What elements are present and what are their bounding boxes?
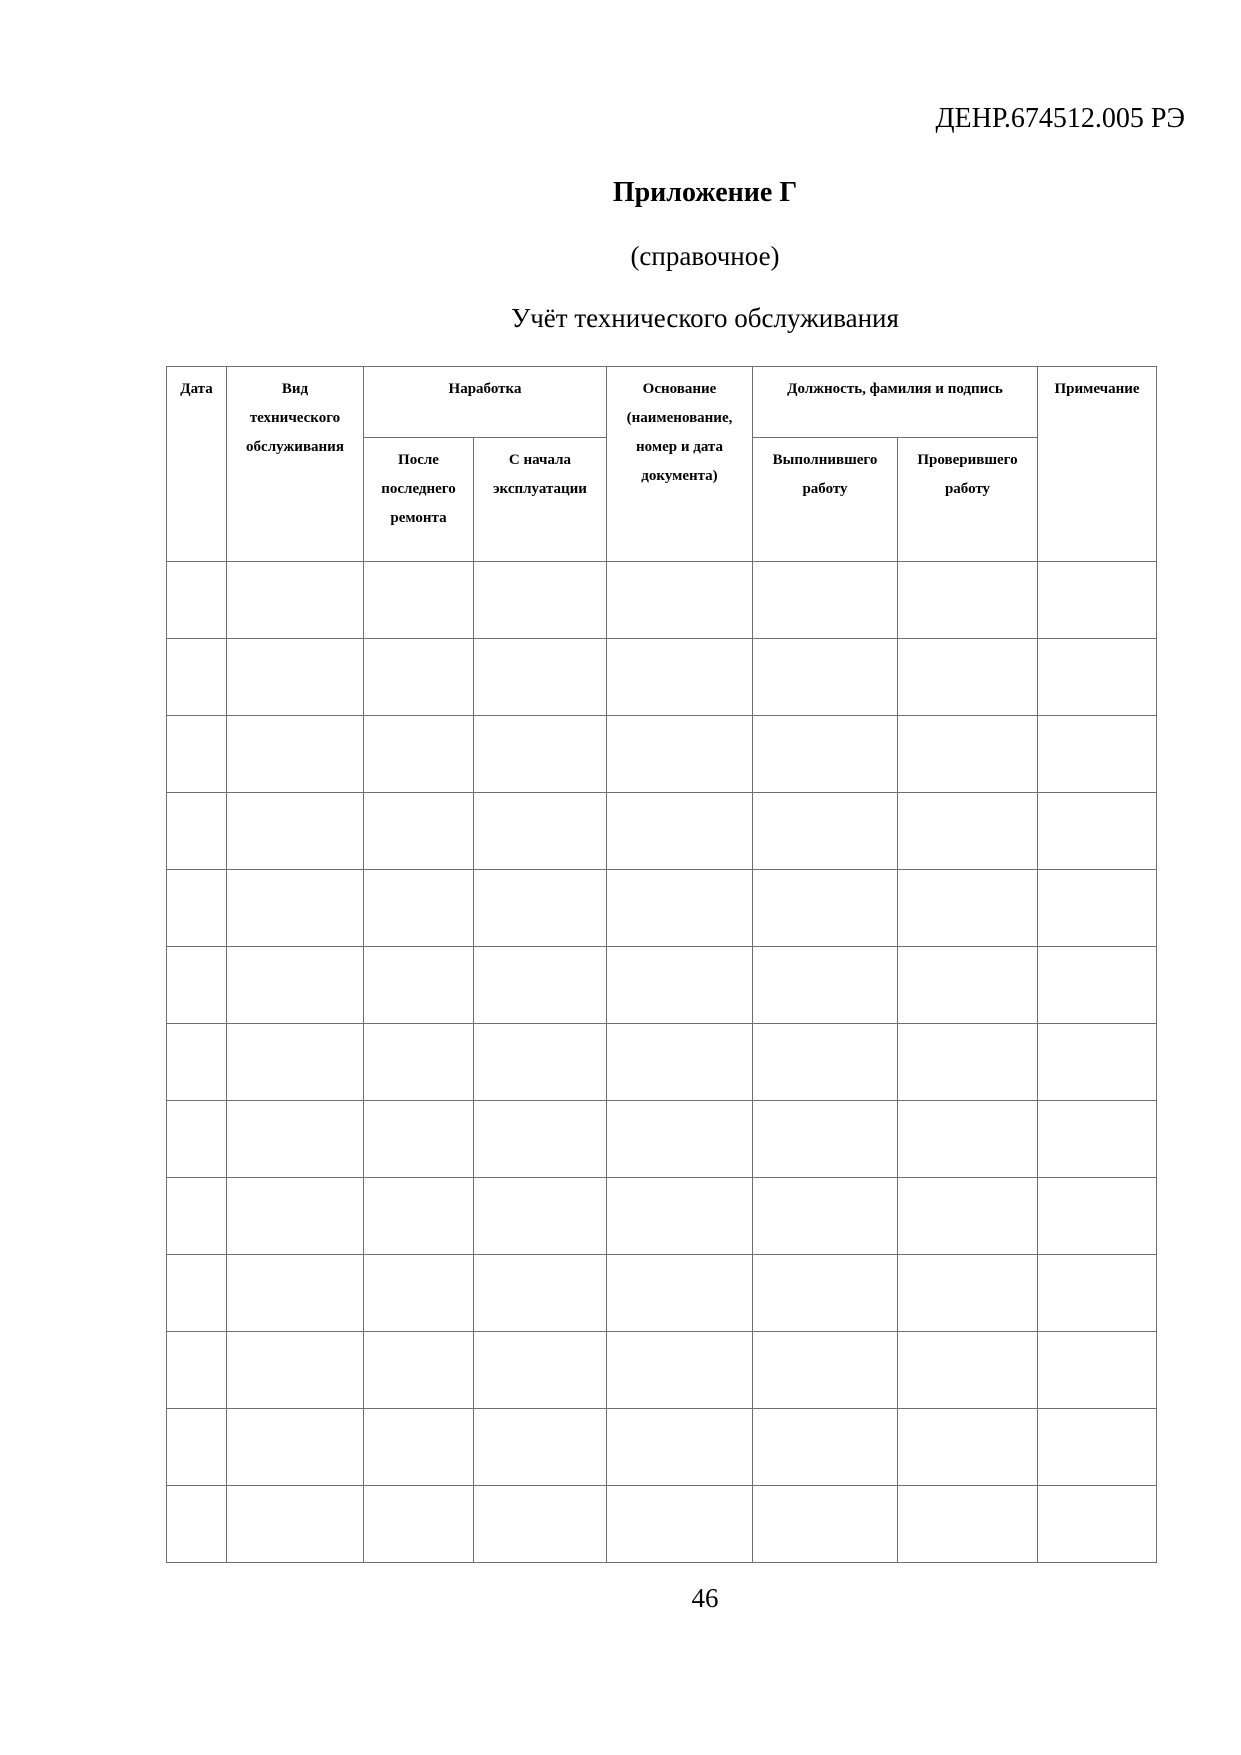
table-cell xyxy=(1038,1024,1157,1101)
table-cell xyxy=(607,1255,753,1332)
table-row xyxy=(167,870,1157,947)
table-cell xyxy=(1038,562,1157,639)
table-cell xyxy=(474,870,607,947)
header-runtime-after-repair: После последнего ремонта xyxy=(364,438,474,562)
table-cell xyxy=(364,870,474,947)
page-number: 46 xyxy=(691,1583,719,1613)
table-cell xyxy=(898,1101,1038,1178)
table-cell xyxy=(227,793,364,870)
table-row xyxy=(167,1255,1157,1332)
table-cell xyxy=(364,1486,474,1563)
header-runtime-since-start: С начала эксплуатации xyxy=(474,438,607,562)
table-cell xyxy=(364,716,474,793)
table-cell xyxy=(1038,1178,1157,1255)
table-cell xyxy=(227,639,364,716)
table-cell xyxy=(753,716,898,793)
table-cell xyxy=(753,1024,898,1101)
table-cell xyxy=(898,1486,1038,1563)
table-cell xyxy=(227,716,364,793)
table-row xyxy=(167,1024,1157,1101)
table-cell xyxy=(364,1101,474,1178)
table-cell xyxy=(364,1409,474,1486)
table-row xyxy=(167,639,1157,716)
table-cell xyxy=(1038,793,1157,870)
appendix-title: Приложение Г xyxy=(612,177,798,208)
table-row xyxy=(167,716,1157,793)
appendix-subtitle: (справочное) xyxy=(630,241,780,271)
table-cell xyxy=(474,1255,607,1332)
table-cell xyxy=(753,1178,898,1255)
table-cell xyxy=(227,1486,364,1563)
table-cell xyxy=(167,1024,227,1101)
table-cell xyxy=(474,1486,607,1563)
table-row xyxy=(167,1409,1157,1486)
header-runtime: Наработка xyxy=(364,367,607,438)
table-cell xyxy=(167,716,227,793)
table-cell xyxy=(898,1332,1038,1409)
table-cell xyxy=(607,1486,753,1563)
table-cell xyxy=(607,639,753,716)
table-cell xyxy=(898,639,1038,716)
table-cell xyxy=(1038,1332,1157,1409)
table-cell xyxy=(1038,1101,1157,1178)
table-cell xyxy=(167,793,227,870)
table-cell xyxy=(167,1486,227,1563)
table-cell xyxy=(607,1024,753,1101)
header-basis: Основание (наименование, номер и дата документа) xyxy=(607,367,753,562)
table-cell xyxy=(167,947,227,1024)
table-cell xyxy=(1038,870,1157,947)
table-cell xyxy=(898,562,1038,639)
table-cell xyxy=(364,639,474,716)
table-cell xyxy=(227,1101,364,1178)
table-cell xyxy=(364,947,474,1024)
table-row xyxy=(167,947,1157,1024)
document-code: ДЕНР.674512.005 РЭ xyxy=(935,103,1185,134)
table-cell xyxy=(898,716,1038,793)
table-cell xyxy=(364,1332,474,1409)
table-cell xyxy=(898,947,1038,1024)
table-cell xyxy=(1038,947,1157,1024)
table-cell xyxy=(167,1178,227,1255)
table-cell xyxy=(753,870,898,947)
table-cell xyxy=(753,1409,898,1486)
header-position-signature: Должность, фамилия и подпись xyxy=(753,367,1038,438)
table-cell xyxy=(227,947,364,1024)
table-cell xyxy=(753,562,898,639)
table-cell xyxy=(474,1409,607,1486)
table-cell xyxy=(167,1332,227,1409)
table-cell xyxy=(607,1332,753,1409)
maintenance-log-table xyxy=(166,366,1157,1563)
table-cell xyxy=(167,1409,227,1486)
table-cell xyxy=(474,1101,607,1178)
table-cell xyxy=(607,947,753,1024)
table-cell xyxy=(898,793,1038,870)
table-cell xyxy=(753,1101,898,1178)
table-cell xyxy=(474,1024,607,1101)
table-cell xyxy=(753,639,898,716)
table-cell xyxy=(607,562,753,639)
table-cell xyxy=(474,562,607,639)
table-cell xyxy=(607,870,753,947)
table-cell xyxy=(474,1178,607,1255)
table-cell xyxy=(227,1178,364,1255)
table-row xyxy=(167,1332,1157,1409)
table-cell xyxy=(1038,1486,1157,1563)
table-cell xyxy=(167,562,227,639)
table-cell xyxy=(227,1255,364,1332)
table-row xyxy=(167,793,1157,870)
header-date: Дата xyxy=(167,367,227,562)
table-cell xyxy=(607,1409,753,1486)
table-cell xyxy=(607,1101,753,1178)
table-row xyxy=(167,1486,1157,1563)
table-cell xyxy=(364,1024,474,1101)
table-cell xyxy=(1038,716,1157,793)
table-cell xyxy=(1038,639,1157,716)
table-row xyxy=(167,1101,1157,1178)
table-cell xyxy=(1038,1409,1157,1486)
table-cell xyxy=(607,716,753,793)
header-note: Примечание xyxy=(1038,367,1157,562)
table-cell xyxy=(898,1178,1038,1255)
table-cell xyxy=(898,1024,1038,1101)
table-cell xyxy=(364,562,474,639)
table-cell xyxy=(474,793,607,870)
header-checked-by: Проверившего работу xyxy=(898,438,1038,562)
table-cell xyxy=(474,947,607,1024)
header-row-primary xyxy=(167,367,1157,438)
table-caption: Учёт технического обслуживания xyxy=(511,303,899,333)
table-cell xyxy=(898,870,1038,947)
table-cell xyxy=(364,793,474,870)
table-cell xyxy=(227,1332,364,1409)
table-cell xyxy=(167,1255,227,1332)
header-maintenance-type: Вид технического обслуживания xyxy=(227,367,364,562)
table-cell xyxy=(167,870,227,947)
table-cell xyxy=(1038,1255,1157,1332)
table-cell xyxy=(607,793,753,870)
table-cell xyxy=(753,1332,898,1409)
table-cell xyxy=(167,1101,227,1178)
header-performed-by: Выполнившего работу xyxy=(753,438,898,562)
table-cell xyxy=(607,1178,753,1255)
table-cell xyxy=(227,1409,364,1486)
table-cell xyxy=(898,1409,1038,1486)
table-row xyxy=(167,562,1157,639)
table-cell xyxy=(167,639,227,716)
table-cell xyxy=(227,1024,364,1101)
table-cell xyxy=(753,1486,898,1563)
maintenance-log-body xyxy=(167,562,1157,1563)
table-cell xyxy=(364,1178,474,1255)
table-cell xyxy=(898,1255,1038,1332)
table-row xyxy=(167,1178,1157,1255)
table-cell xyxy=(227,870,364,947)
table-cell xyxy=(753,793,898,870)
table-cell xyxy=(474,716,607,793)
table-cell xyxy=(753,1255,898,1332)
table-cell xyxy=(364,1255,474,1332)
table-cell xyxy=(474,639,607,716)
table-cell xyxy=(753,947,898,1024)
table-cell xyxy=(227,562,364,639)
table-cell xyxy=(474,1332,607,1409)
